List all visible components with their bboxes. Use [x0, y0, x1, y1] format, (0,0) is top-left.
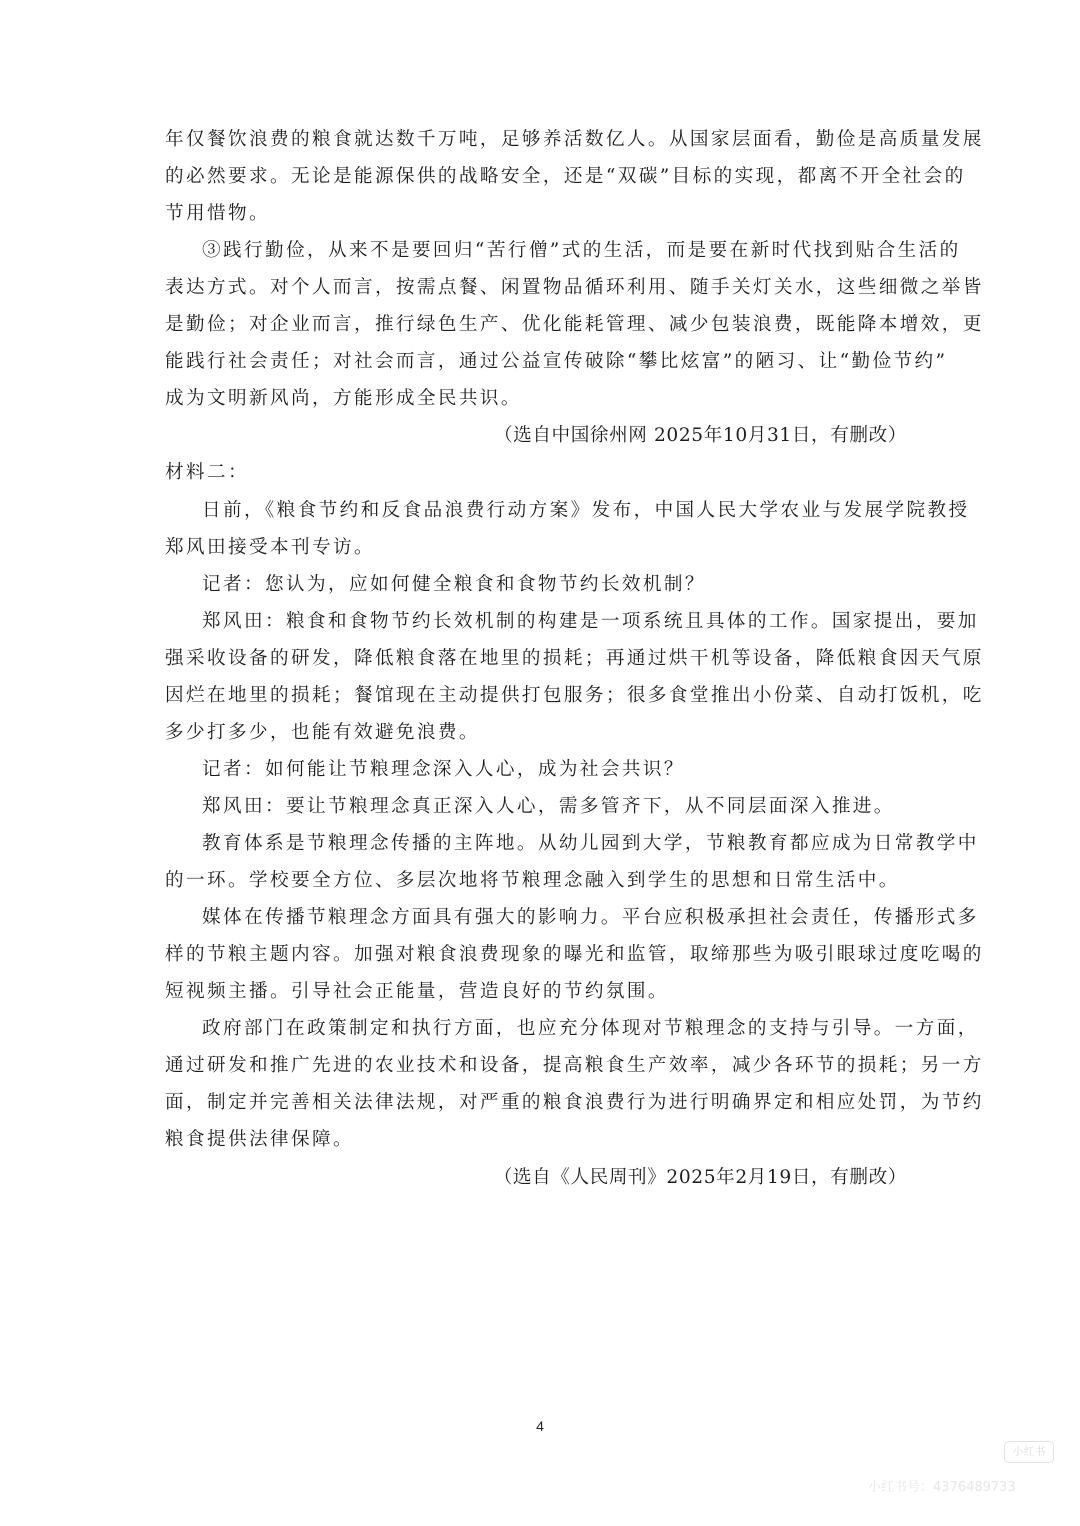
- text-line: 因烂在地里的损耗；餐馆现在主动提供打包服务；很多食堂推出小份菜、自动打饭机，吃: [165, 685, 984, 706]
- text-line: 的一环。学校要全方位、多层次地将节粮理念融入到学生的思想和日常生活中。: [165, 870, 900, 891]
- paragraph-start: 日前，《粮食节约和反食品浪费行动方案》发布，中国人民大学农业与发展学院教授: [202, 500, 970, 521]
- paragraph-start: ③践行勤俭，从来不是要回归“苦行僧”式的生活，而是要在新时代找到贴合生活的: [202, 240, 961, 261]
- text-line: 郑风田接受本刊专访。: [165, 537, 375, 558]
- section-heading: 材料二：: [165, 462, 249, 483]
- paragraph-start: 政府部门在政策制定和执行方面，也应充分体现对节粮理念的支持与引导。一方面，: [202, 1018, 979, 1039]
- watermark-logo: 小红书: [1004, 1441, 1054, 1463]
- text-line: 能践行社会责任；对社会而言，通过公益宣传破除“攀比炫富”的陋习、让“勤俭节约”: [165, 351, 948, 372]
- interview-answer: 郑风田：要让节粮理念真正深入人心，需多管齐下，从不同层面深入推进。: [202, 796, 895, 817]
- text-line: 节用惜物。: [165, 203, 270, 224]
- interview-question: 记者：如何能让节粮理念深入人心，成为社会共识？: [202, 759, 685, 780]
- text-line: 成为文明新风尚，方能形成全民共识。: [165, 388, 522, 409]
- text-line: 面，制定并完善相关法律法规，对严重的粮食浪费行为进行明确界定和相应处罚，为节约: [165, 1092, 984, 1113]
- text-line: 强采收设备的研发，降低粮食落在地里的损耗；再通过烘干机等设备，降低粮食因天气原: [165, 648, 984, 669]
- interview-answer: 郑风田：粮食和食物节约长效机制的构建是一项系统且具体的工作。国家提出，要加: [202, 611, 979, 632]
- text-line: 的必然要求。无论是能源保供的战略安全，还是“双碳”目标的实现，都离不开全社会的: [165, 166, 966, 187]
- watermark-text: 小红书号：4376489733: [868, 1480, 1016, 1495]
- paragraph-start: 教育体系是节粮理念传播的主阵地。从幼儿园到大学，节粮教育都应成为日常教学中: [202, 833, 979, 854]
- text-line: 年仅餐饮浪费的粮食就达数千万吨，足够养活数亿人。从国家层面看，勤俭是高质量发展: [165, 129, 984, 150]
- source-citation: （选自《人民周刊》2025年2月19日，有删改）: [493, 1167, 907, 1188]
- source-citation: （选自中国徐州网 2025年10月31日，有删改）: [493, 425, 907, 446]
- text-line: 通过研发和推广先进的农业技术和设备，提高粮食生产效率，减少各环节的损耗；另一方: [165, 1055, 984, 1076]
- text-line: 样的节粮主题内容。加强对粮食浪费现象的曝光和监管，取缔那些为吸引眼球过度吃喝的: [165, 944, 984, 965]
- paragraph-start: 媒体在传播节粮理念方面具有强大的影响力。平台应积极承担社会责任，传播形式多: [202, 907, 979, 928]
- page-number: 4: [536, 1418, 544, 1434]
- text-line: 粮食提供法律保障。: [165, 1129, 354, 1150]
- text-line: 是勤俭；对企业而言，推行绿色生产、优化能耗管理、减少包装浪费，既能降本增效，更: [165, 314, 984, 335]
- text-line: 表达方式。对个人而言，按需点餐、闲置物品循环利用、随手关灯关水，这些细微之举皆: [165, 277, 984, 298]
- text-line: 多少打多少，也能有效避免浪费。: [165, 722, 480, 743]
- text-line: 短视频主播。引导社会正能量，营造良好的节约氛围。: [165, 981, 669, 1002]
- interview-question: 记者：您认为，应如何健全粮食和食物节约长效机制？: [202, 574, 706, 595]
